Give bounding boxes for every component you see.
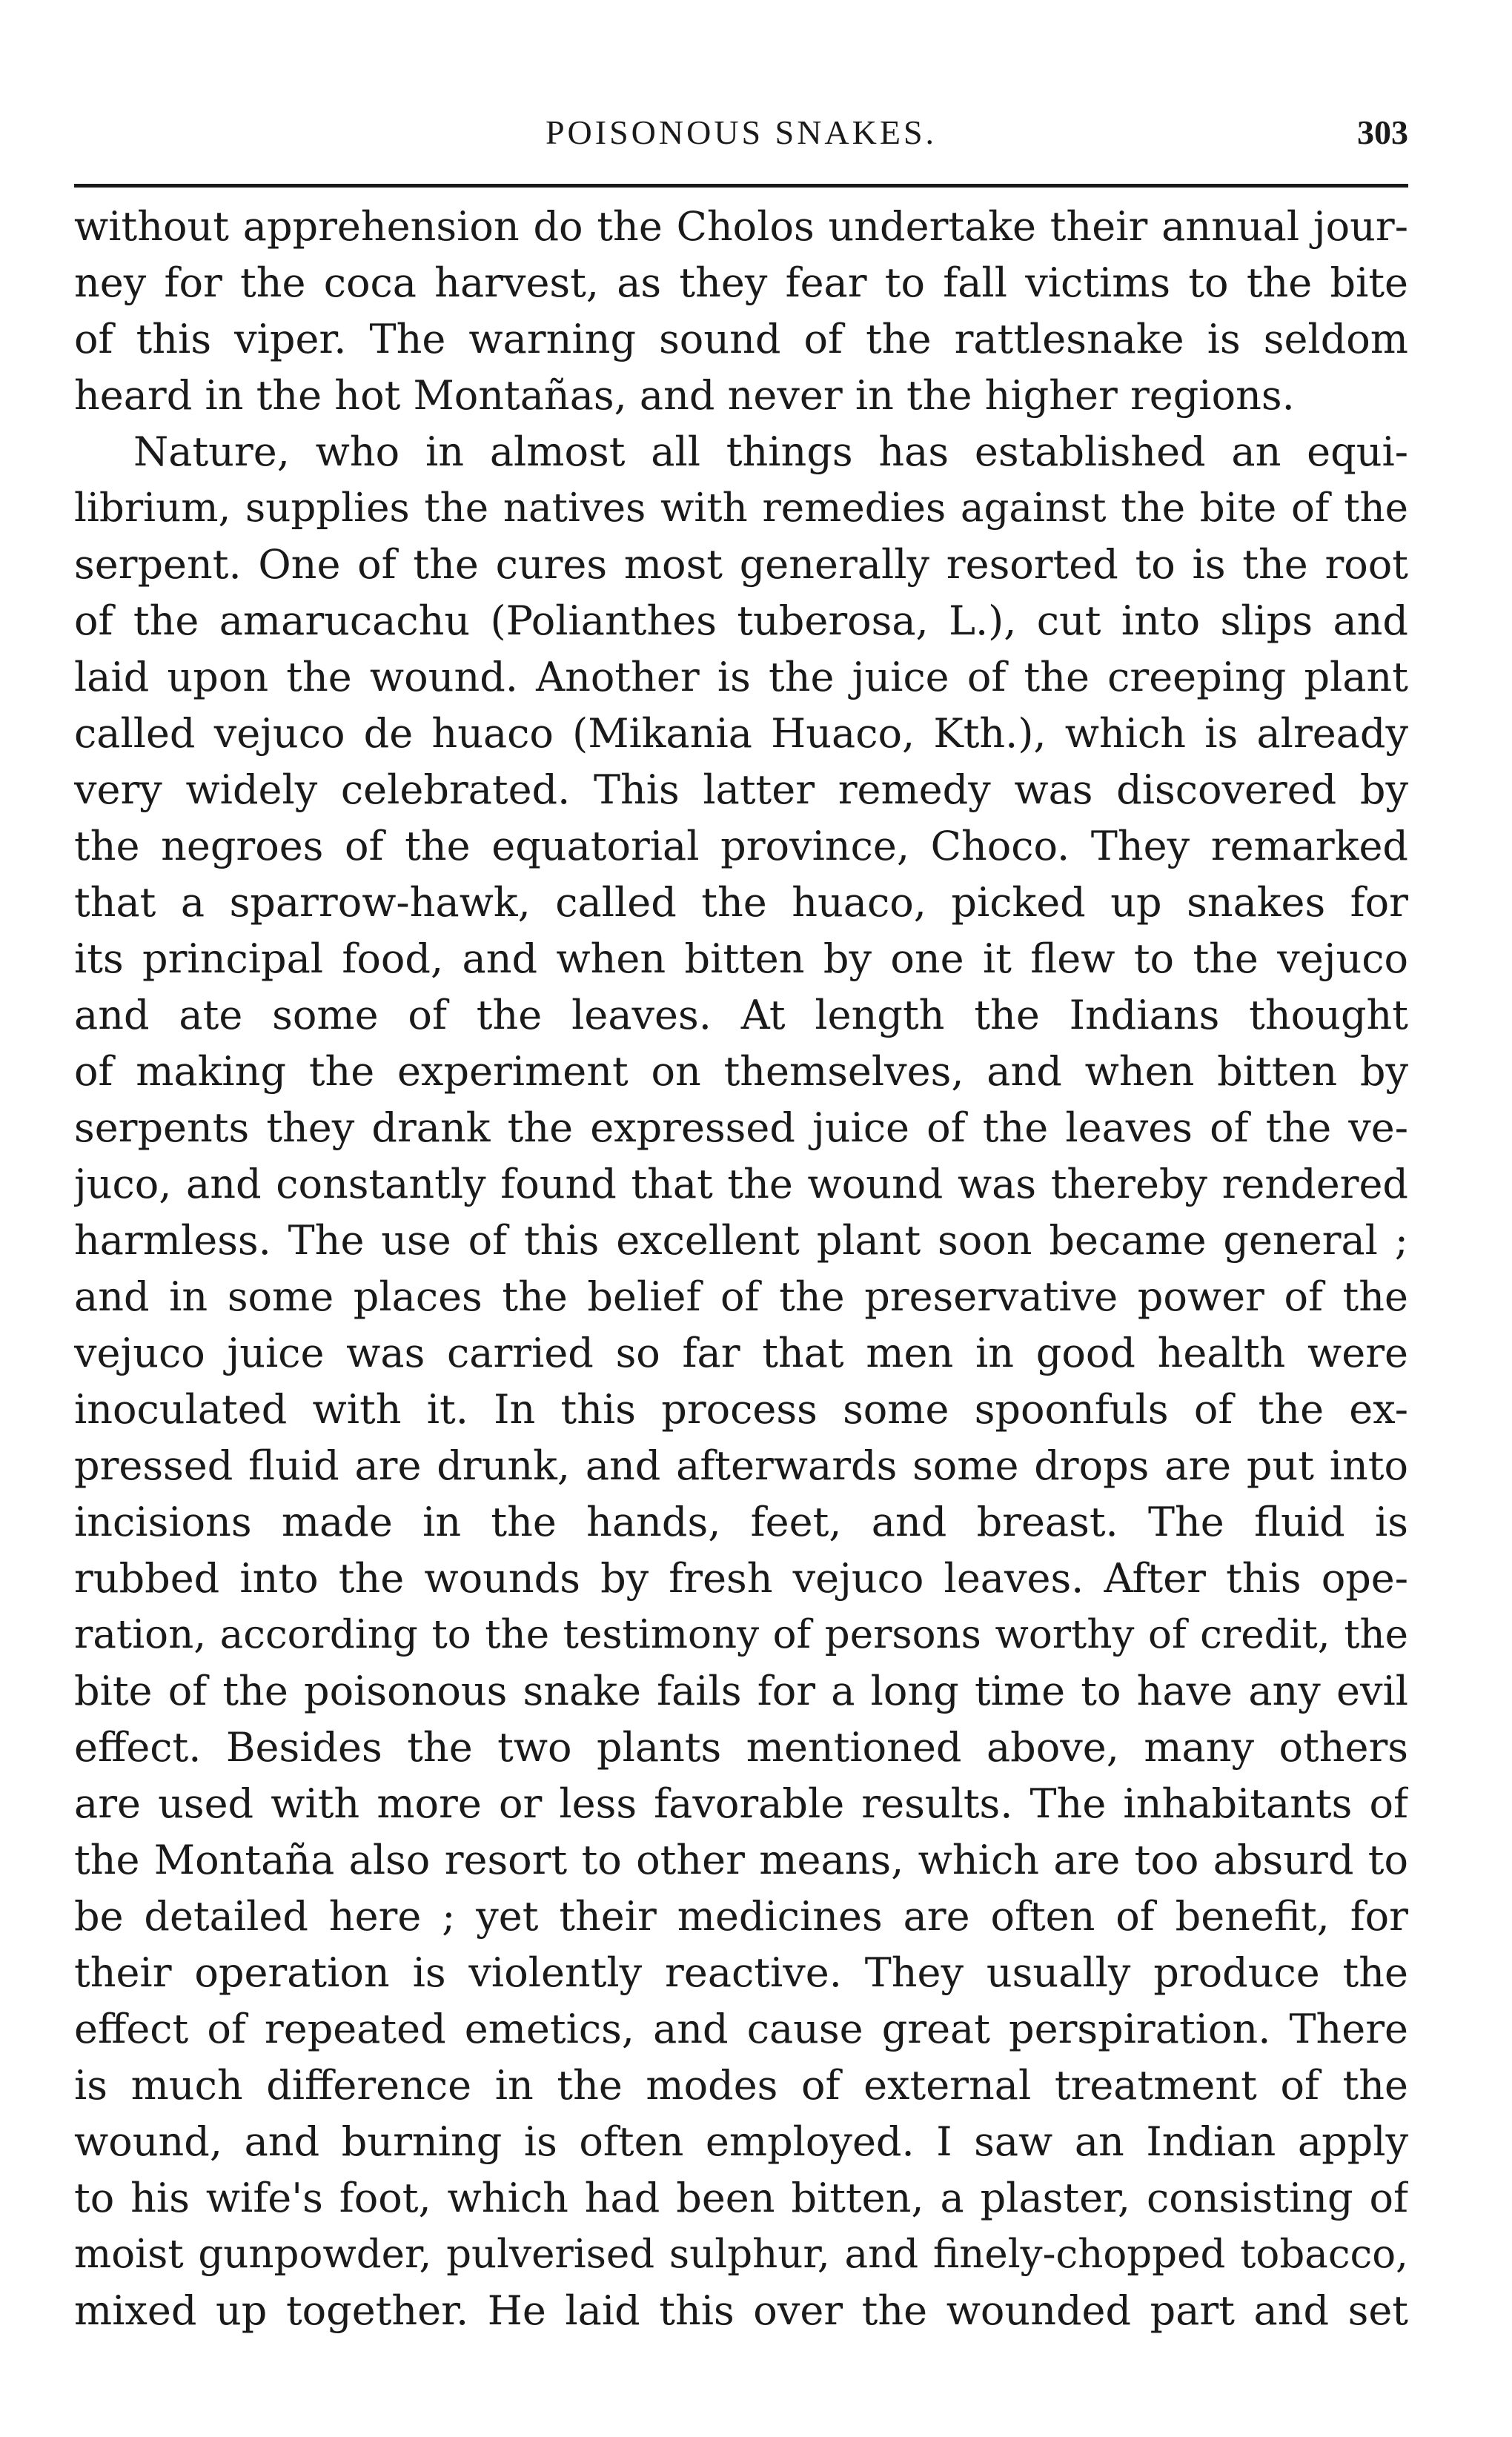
header-rule: [74, 184, 1408, 188]
text-line: and in some places the belief of the preservative power of the: [74, 1273, 1408, 1320]
text-line: its principal food, and when bitten by one it flew to the vejuco: [74, 935, 1408, 982]
text-line: the negroes of the equatorial province, Choco. They remarked: [74, 823, 1408, 869]
text-line: pressed fluid are drunk, and afterwards some drops are put into: [74, 1442, 1408, 1489]
text-line: juco, and constantly found that the wound was thereby rendered: [74, 1161, 1408, 1207]
text-line: moist gunpowder, pulverised sulphur, and finely-chopped tobacco,: [74, 2232, 1408, 2277]
text-line: laid upon the wound. Another is the juice of the creeping plant: [74, 654, 1408, 700]
text-line: harmless. The use of this excellent plant soon became general ;: [74, 1217, 1408, 1264]
running-head: POISONOUS SNAKES.: [545, 113, 938, 151]
text-line: wound, and burning is often employed. I saw an Indian apply: [74, 2118, 1408, 2165]
text-line: vejuco juice was carried so far that men in good health were: [74, 1330, 1408, 1376]
page-number: 303: [1357, 113, 1408, 151]
text-line: of the amarucachu (Polianthes tuberosa, L.), cut into slips and: [74, 597, 1408, 644]
text-line: be detailed here ; yet their medicines are often of benefit, for: [74, 1893, 1408, 1940]
text-line: called vejuco de huaco (Mikania Huaco, Kth.), which is already: [74, 710, 1408, 757]
body-text: [74, 199, 1408, 2339]
text-line: effect of repeated emetics, and cause great perspiration. There: [74, 2006, 1408, 2052]
text-line: Nature, who in almost all things has established an equi-: [133, 428, 1408, 475]
text-line: effect. Besides the two plants mentioned above, many others: [74, 1724, 1408, 1771]
text-line: their operation is violently reactive. They usually produce the: [74, 1949, 1408, 1996]
text-line: mixed up together. He laid this over the wounded part and set: [74, 2287, 1408, 2334]
text-line: the Montaña also resort to other means, which are too absurd to: [74, 1837, 1408, 1883]
text-line: that a sparrow-hawk, called the huaco, picked up snakes for: [74, 879, 1408, 926]
text-line: librium, supplies the natives with remedies against the bite of the: [74, 485, 1408, 531]
text-line: without apprehension do the Cholos undertake their annual jour-: [74, 203, 1408, 250]
text-line: serpents they drank the expressed juice of the leaves of the ve-: [74, 1104, 1408, 1151]
text-line: heard in the hot Montañas, and never in the higher regions.: [74, 372, 1295, 419]
text-line: very widely celebrated. This latter remedy was discovered by: [74, 766, 1408, 813]
text-line: incisions made in the hands, feet, and breast. The fluid is: [74, 1499, 1408, 1545]
text-line: rubbed into the wounds by fresh vejuco leaves. After this ope-: [74, 1555, 1408, 1602]
text-line: ney for the coca harvest, as they fear to fall victims to the bite: [74, 259, 1408, 306]
text-line: of making the experiment on themselves, and when bitten by: [74, 1048, 1408, 1095]
text-line: ration, according to the testimony of persons worthy of credit, the: [74, 1612, 1408, 1657]
page-header: [74, 113, 1408, 165]
text-line: are used with more or less favorable results. The inhabitants of: [74, 1780, 1408, 1827]
text-line: serpent. One of the cures most generally resorted to is the root: [74, 541, 1408, 588]
text-line: bite of the poisonous snake fails for a long time to have any evil: [74, 1668, 1408, 1714]
text-line: and ate some of the leaves. At length the Indians thought: [74, 992, 1408, 1038]
text-line: to his wife's foot, which had been bitten, a plaster, consisting of: [74, 2175, 1408, 2221]
text-line: inoculated with it. In this process some spoonfuls of the ex-: [74, 1386, 1408, 1433]
text-line: of this viper. The warning sound of the rattlesnake is seldom: [74, 316, 1408, 362]
text-line: is much difference in the modes of external treatment of the: [74, 2062, 1408, 2109]
